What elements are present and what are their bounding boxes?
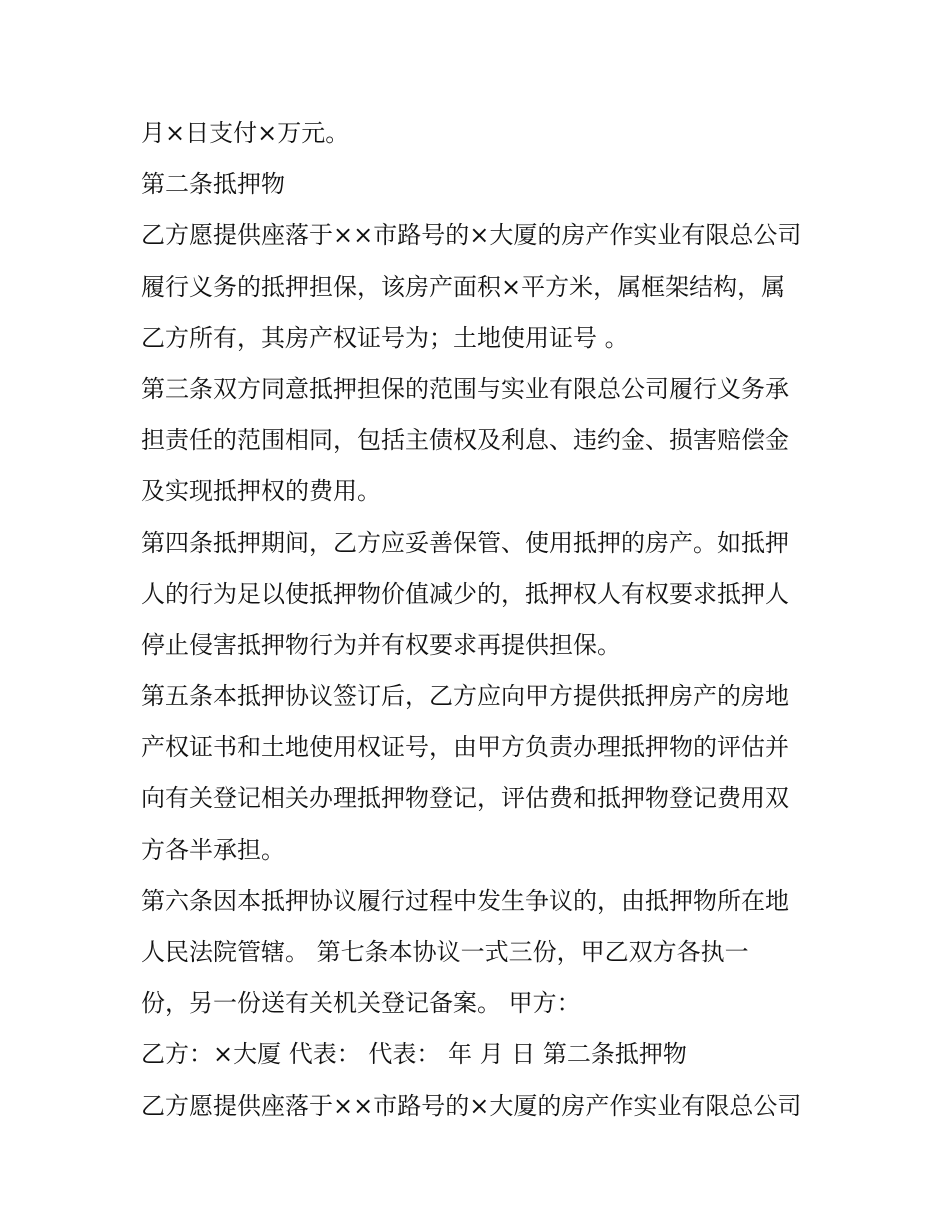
text-line: 人的行为足以使抵押物价值减少的，抵押权人有权要求抵押人 bbox=[141, 579, 789, 608]
document-body bbox=[141, 108, 821, 1132]
text-line: 第四条抵押期间，乙方应妥善保管、使用抵押的房产。如抵押 bbox=[141, 528, 789, 557]
section-heading: 第二条抵押物 bbox=[141, 170, 285, 199]
text-line: 履行义务的抵押担保，该房产面积×平方米，属框架结构，属 bbox=[141, 272, 786, 301]
text-line: 及实现抵押权的费用。 bbox=[141, 477, 381, 506]
text-line: 担责任的范围相同，包括主债权及利息、违约金、损害赔偿金 bbox=[141, 426, 789, 455]
text-line: 份，另一份送有关机关登记备案。 甲方： bbox=[141, 989, 581, 1018]
text-line: 乙方愿提供座落于××市路号的×大厦的房产作实业有限总公司 bbox=[141, 1091, 802, 1120]
text-line: 乙方愿提供座落于××市路号的×大厦的房产作实业有限总公司 bbox=[141, 221, 802, 250]
text-line: 第五条本抵押协议签订后，乙方应向甲方提供抵押房产的房地 bbox=[141, 682, 789, 711]
signature-line: 乙方：×大厦 代表： 代表： 年 月 日 第二条抵押物 bbox=[141, 1040, 687, 1069]
text-line: 第六条因本抵押协议履行过程中发生争议的，由抵押物所在地 bbox=[141, 886, 789, 915]
text-line: 人民法院管辖。 第七条本协议一式三份，甲乙双方各执一 bbox=[141, 938, 749, 966]
text-line: 产权证书和土地使用权证号，由甲方负责办理抵押物的评估并 bbox=[141, 733, 789, 762]
text-line: 乙方所有，其房产权证号为；土地使用证号 。 bbox=[141, 323, 629, 352]
text-line: 方各半承担。 bbox=[141, 835, 285, 864]
text-line: 向有关登记相关办理抵押物登记，评估费和抵押物登记费用双 bbox=[141, 784, 789, 813]
text-line: 第三条双方同意抵押担保的范围与实业有限总公司履行义务承 bbox=[141, 374, 789, 403]
text-line: 月×日支付×万元。 bbox=[141, 119, 350, 147]
text-line: 停止侵害抵押物行为并有权要求再提供担保。 bbox=[141, 630, 621, 659]
